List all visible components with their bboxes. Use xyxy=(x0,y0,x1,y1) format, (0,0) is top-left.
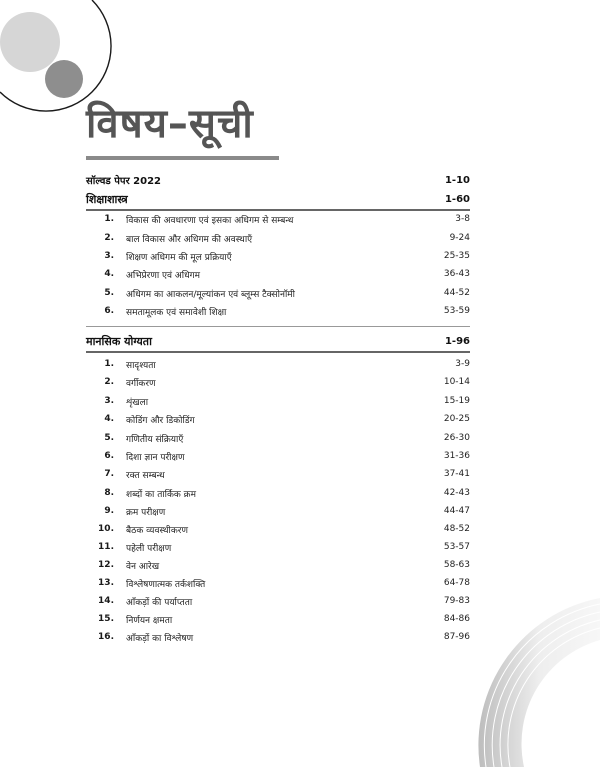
toc-item[interactable] xyxy=(86,503,470,519)
toc-item[interactable] xyxy=(86,393,470,409)
decor-striped-arc xyxy=(478,598,600,767)
item-title: अधिगम का आकलन/मूल्यांकन एवं ब्लूम्स टैक्सोनॉमी xyxy=(126,289,295,300)
toc-item[interactable] xyxy=(86,557,470,573)
item-title: बैठक व्यवस्थीकरण xyxy=(126,525,188,536)
item-number: 9. xyxy=(104,506,114,516)
solved-paper-row[interactable] xyxy=(86,172,470,188)
item-pages: 25-35 xyxy=(443,251,470,261)
toc-item[interactable] xyxy=(86,248,470,264)
item-number: 1. xyxy=(104,214,114,224)
item-title: शृंखला xyxy=(126,397,149,408)
section-title: शिक्षाशास्त्र xyxy=(86,192,128,206)
toc-item[interactable] xyxy=(86,466,470,482)
item-title: कोडिंग और डिकोडिंग xyxy=(126,415,195,426)
item-pages: 3-8 xyxy=(455,214,470,224)
toc-item[interactable] xyxy=(86,448,470,464)
decor-circle-light xyxy=(0,12,60,72)
toc-item[interactable] xyxy=(86,374,470,390)
item-title: दिशा ज्ञान परीक्षण xyxy=(126,452,185,463)
item-pages: 20-25 xyxy=(443,414,470,424)
item-pages: 42-43 xyxy=(443,488,470,498)
item-number: 13. xyxy=(98,578,114,588)
item-number: 6. xyxy=(104,306,114,316)
item-number: 2. xyxy=(104,233,114,243)
section-heading-pedagogy[interactable] xyxy=(86,191,470,207)
toc-item[interactable] xyxy=(86,230,470,246)
item-title: पहेली परीक्षण xyxy=(126,543,172,554)
item-number: 8. xyxy=(104,488,114,498)
item-title: आँकड़ों की पर्याप्तता xyxy=(126,597,193,608)
item-title: शब्दों का तार्किक क्रम xyxy=(126,489,196,500)
toc-item[interactable] xyxy=(86,303,470,319)
toc-item[interactable] xyxy=(86,629,470,645)
item-number: 12. xyxy=(98,560,114,570)
title-underline xyxy=(86,156,279,160)
toc-item[interactable] xyxy=(86,430,470,446)
section-heading-mental-ability[interactable] xyxy=(86,333,470,349)
item-title: वर्गीकरण xyxy=(126,378,156,389)
item-number: 10. xyxy=(98,524,114,534)
toc-item[interactable] xyxy=(86,539,470,555)
toc-item[interactable] xyxy=(86,575,470,591)
item-pages: 3-9 xyxy=(455,359,470,369)
item-pages: 44-52 xyxy=(443,288,470,298)
item-pages: 87-96 xyxy=(443,632,470,642)
item-title: विश्लेषणात्मक तर्कशक्ति xyxy=(126,579,206,590)
item-pages: 53-59 xyxy=(443,306,470,316)
solved-paper-pages: 1-10 xyxy=(444,174,470,186)
section-pages: 1-60 xyxy=(444,193,470,205)
item-title: क्रम परीक्षण xyxy=(126,507,166,518)
toc-item[interactable] xyxy=(86,266,470,282)
solved-paper-label: सॉल्वड पेपर 2022 xyxy=(86,176,162,187)
item-number: 11. xyxy=(98,542,114,552)
toc-item[interactable] xyxy=(86,485,470,501)
toc-item[interactable] xyxy=(86,285,470,301)
toc-item[interactable] xyxy=(86,411,470,427)
toc-item[interactable] xyxy=(86,356,470,372)
item-number: 4. xyxy=(104,414,114,424)
item-title: अभिप्रेरणा एवं अधिगम xyxy=(126,270,201,281)
toc-item[interactable] xyxy=(86,611,470,627)
item-pages: 84-86 xyxy=(443,614,470,624)
item-pages: 10-14 xyxy=(443,377,470,387)
item-number: 3. xyxy=(104,251,114,261)
item-number: 2. xyxy=(104,377,114,387)
item-number: 15. xyxy=(98,614,114,624)
item-number: 6. xyxy=(104,451,114,461)
section-title: मानसिक योग्यता xyxy=(86,334,152,348)
item-title: गणितीय संक्रियाएँ xyxy=(126,434,184,445)
item-number: 14. xyxy=(98,596,114,606)
decor-circle-dark xyxy=(45,60,83,98)
item-number: 7. xyxy=(104,469,114,479)
item-number: 1. xyxy=(104,359,114,369)
toc-item[interactable] xyxy=(86,593,470,609)
item-pages: 48-52 xyxy=(443,524,470,534)
item-title: समतामूलक एवं समावेशी शिक्षा xyxy=(126,307,227,318)
toc-item[interactable] xyxy=(86,211,470,227)
item-number: 3. xyxy=(104,396,114,406)
item-pages: 44-47 xyxy=(443,506,470,516)
section-pages: 1-96 xyxy=(444,335,470,347)
item-pages: 31-36 xyxy=(443,451,470,461)
item-number: 5. xyxy=(104,433,114,443)
section-divider xyxy=(86,351,470,353)
item-pages: 53-57 xyxy=(443,542,470,552)
item-number: 4. xyxy=(104,269,114,279)
item-title: शिक्षण अधिगम की मूल प्रक्रियाएँ xyxy=(126,252,232,263)
item-pages: 9-24 xyxy=(449,233,470,243)
item-number: 5. xyxy=(104,288,114,298)
item-title: विकास की अवधारणा एवं इसका अधिगम से सम्बन्ध xyxy=(126,215,294,226)
item-title: आँकड़ों का विश्लेषण xyxy=(126,633,194,644)
item-pages: 58-63 xyxy=(443,560,470,570)
section-separator xyxy=(86,326,470,327)
page-title: विषय–सूची xyxy=(86,101,254,147)
item-pages: 36-43 xyxy=(443,269,470,279)
item-pages: 26-30 xyxy=(443,433,470,443)
item-pages: 37-41 xyxy=(443,469,470,479)
item-title: सादृश्यता xyxy=(126,360,156,371)
item-pages: 64-78 xyxy=(443,578,470,588)
item-title: बाल विकास और अधिगम की अवस्थाएँ xyxy=(126,234,253,245)
item-title: वेन आरेख xyxy=(126,561,160,572)
item-number: 16. xyxy=(98,632,114,642)
item-pages: 79-83 xyxy=(443,596,470,606)
item-title: रक्त सम्बन्ध xyxy=(126,470,165,481)
toc-item[interactable] xyxy=(86,521,470,537)
item-title: निर्णयन क्षमता xyxy=(126,615,173,626)
item-pages: 15-19 xyxy=(443,396,470,406)
